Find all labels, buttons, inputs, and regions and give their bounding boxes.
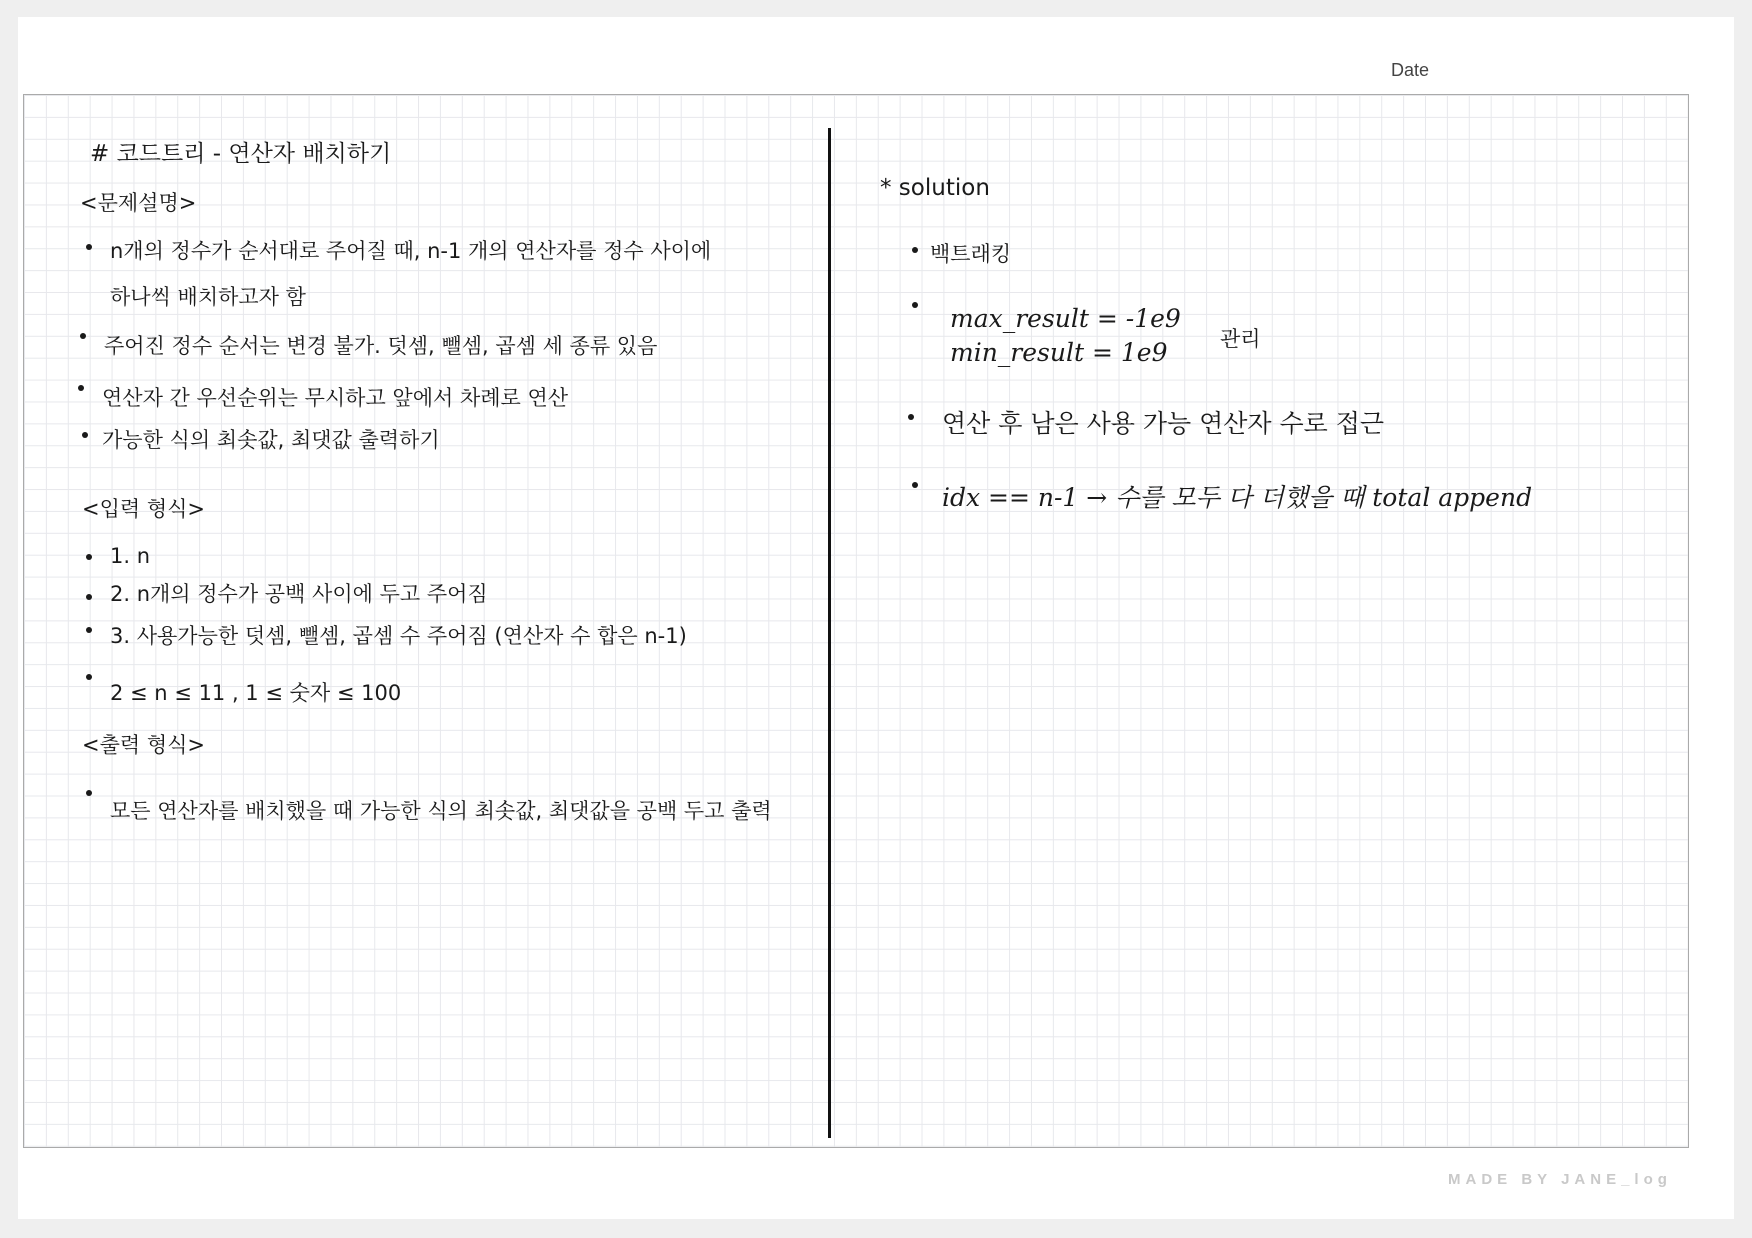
manage-label: 관리 — [1220, 327, 1261, 351]
bullet-icon — [86, 790, 92, 796]
column-divider — [828, 128, 831, 1138]
note-title: # 코드트리 - 연산자 배치하기 — [90, 141, 392, 167]
bullet-icon — [86, 674, 92, 680]
footer-credit: MADE BY JANE_log — [1448, 1171, 1672, 1188]
bullet-icon — [912, 247, 918, 253]
bullet-icon — [80, 333, 86, 339]
problem-line: 주어진 정수 순서는 변경 불가. 덧셈, 뺄셈, 곱셈 세 종류 있음 — [104, 334, 658, 358]
bullet-icon — [912, 302, 918, 308]
bullet-icon — [912, 482, 918, 488]
problem-line: 연산자 간 우선순위는 무시하고 앞에서 차례로 연산 — [102, 386, 569, 410]
date-label: Date — [1391, 60, 1430, 80]
input-line: 2 ≤ n ≤ 11 , 1 ≤ 숫자 ≤ 100 — [110, 681, 402, 705]
bullet-icon — [908, 414, 914, 420]
input-heading: <입력 형식> — [82, 497, 206, 521]
input-line: 1. n — [110, 544, 151, 568]
solution-title: * solution — [880, 175, 990, 201]
problem-line: 하나씩 배치하고자 함 — [110, 285, 306, 309]
problem-line: 가능한 식의 최솟값, 최댓값 출력하기 — [102, 428, 440, 452]
output-line: 모든 연산자를 배치했을 때 가능한 식의 최솟값, 최댓값을 공백 두고 출력 — [110, 799, 772, 823]
bullet-icon — [86, 627, 92, 633]
bullet-icon — [86, 554, 92, 560]
problem-heading: <문제설명> — [80, 191, 197, 215]
max-result-line: max_result = -1e9 — [950, 304, 1181, 333]
output-heading: <출력 형식> — [82, 733, 206, 757]
bullet-icon — [82, 432, 88, 438]
input-line: 2. n개의 정수가 공백 사이에 두고 주어짐 — [110, 582, 488, 606]
solution-item: 백트래킹 — [930, 242, 1012, 266]
bullet-icon — [86, 244, 92, 250]
min-result-line: min_result = 1e9 — [950, 338, 1168, 367]
solution-item: idx == n-1 → 수를 모두 다 더했을 때 total append — [942, 483, 1533, 512]
bullet-icon — [86, 594, 92, 600]
input-line: 3. 사용가능한 덧셈, 뺄셈, 곱셈 수 주어짐 (연산자 수 합은 n-1) — [110, 624, 687, 648]
solution-item: 연산 후 남은 사용 가능 연산자 수로 접근 — [942, 409, 1385, 438]
problem-line: n개의 정수가 순서대로 주어질 때, n-1 개의 연산자를 정수 사이에 — [110, 239, 712, 263]
bullet-icon — [78, 385, 84, 391]
